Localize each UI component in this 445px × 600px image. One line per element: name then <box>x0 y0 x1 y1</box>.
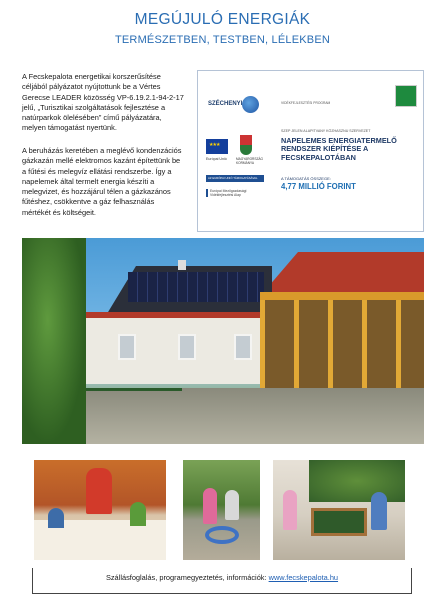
eafrd-label: Európai Mezőgazdasági Vidékfejlesztési Alap <box>206 189 262 197</box>
eu-support-bar: AZ EURÓPAI UNIÓ TÁMOGATÁSÁVAL <box>206 175 264 182</box>
program-header-small: VIDÉKFEJLESZTÉSI PROGRAM <box>281 101 331 105</box>
kitchen-activity-photo <box>34 460 166 560</box>
playground-photo <box>183 460 260 560</box>
website-link[interactable]: www.fecskepalota.hu <box>268 573 339 582</box>
table-football-photo <box>273 460 405 560</box>
footer-contact <box>32 568 412 594</box>
szechenyi-logo-icon <box>242 96 259 113</box>
project-title: NAPELEMES ENERGIATERMELŐ RENDSZER KIÉPÍTÉSE A FECSKEPALOTÁBAN <box>281 136 397 162</box>
eu-flag-icon <box>206 139 228 154</box>
leader-logo-icon <box>395 85 417 107</box>
szechenyi-label: SZÉCHENYI <box>208 101 243 107</box>
solar-panels <box>128 272 264 302</box>
support-amount-label: A TÁMOGATÁS ÖSSZEGE: <box>281 176 331 181</box>
hungary-government-label: MAGYARORSZÁG KORMÁNYA <box>236 157 264 165</box>
page-title: MEGÚJULÓ ENERGIÁK <box>134 11 311 28</box>
investment-paragraph: A beruházás keretében a meglévő kondenzációs gázkazán mellé elektromos kazánt építettünk be a fűtési és melegvíz ellátási rendszerbe. Így a napelemek által termelt energia készíti a melegvizet, és hozzájárul télen a gázkazános fűtéshez, csökkentve a gáz felhasználás mértékét és költségeit. <box>22 146 182 217</box>
support-amount: 4,77 MILLIÓ FORINT <box>281 182 356 191</box>
funding-poster <box>197 70 424 232</box>
intro-paragraph: A Fecskepalota energetikai korszerűsítése céljából pályázatot nyújtottunk be a Vértes Gerecse LEADER közösség VP-6.19.2.1-94-2-17 jelű, „Turisztikai szolgáltatások fejlesztése a natúrparkok ölelésében” című pályázatára, melyen támogatást nyertünk. <box>22 72 184 133</box>
beneficiary-label: SZEP JELEN ALAPITVANY KÖZHASZNU SZERVEZET <box>281 129 371 133</box>
eu-label: Európai Unió <box>206 157 227 161</box>
page-subtitle: TERMÉSZETBEN, TESTBEN, LÉLEKBEN <box>114 34 331 46</box>
hungary-coat-of-arms-icon <box>240 135 252 155</box>
footer-text: Szállásfoglalás, programegyeztetés, információk: <box>105 573 269 582</box>
building-photo <box>22 238 424 444</box>
